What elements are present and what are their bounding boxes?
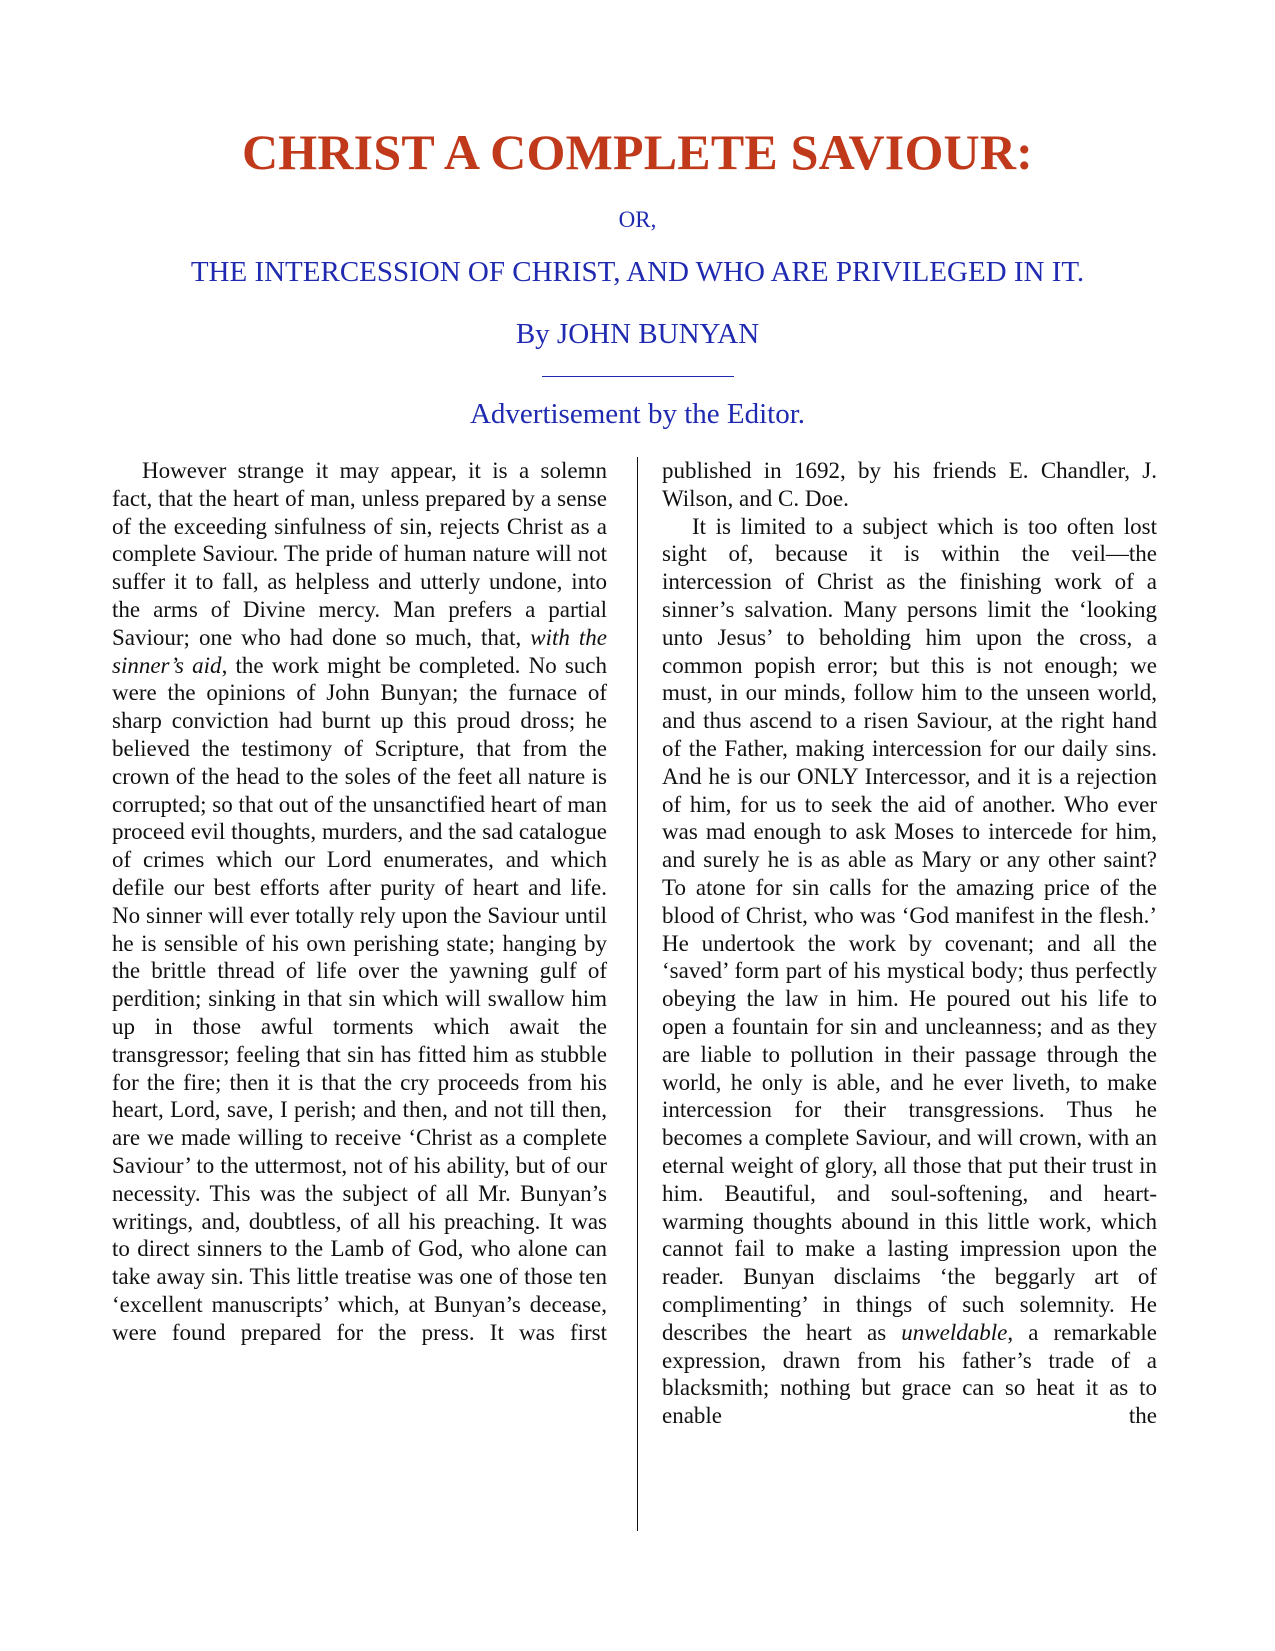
book-title: CHRIST A COMPLETE SAVIOUR: (241, 124, 1034, 180)
book-subtitle: THE INTERCESSION OF CHRIST, AND WHO ARE PRIVILEGED IN IT. (190, 256, 1085, 288)
emphasized-text: unweldable (901, 1319, 1008, 1345)
body-paragraph-continued: published in 1692, by his friends E. Chandler, J. Wilson, and C. Doe. (662, 458, 1157, 511)
title-or-connector: OR, (618, 207, 657, 232)
section-heading: Advertisement by the Editor. (469, 398, 806, 430)
title-divider-rule (542, 376, 734, 377)
right-text-column (662, 457, 1157, 1430)
emphasized-text: with the sinner’s aid (112, 624, 607, 678)
paragraph-text: , the work might be completed. No such were the opinions of John Bunyan; the furnace of sharp conviction had burnt up this proud dross; he believed the testimony of Scripture, that from the crown of the head to the soles of the feet all nature is corrupted; so that out of the unsanctified heart of man proceed evil thoughts, murders, and the sad catalogue of crimes which our Lord enumerates, and which defile our best efforts after purity of heart and life. No sinner will ever totally rely upon the Saviour until he is sensible of his own perishing state; hanging by the brittle thread of life over the yawning gulf of perdition; sinking in that sin which will swallow him up in those awful torments which await the transgressor; feeling that sin has fitted him as stubble for the fire; then it is that the cry proceeds from his heart, Lord, save, I perish; and then, and not till then, are we made willing to receive ‘Christ as a complete Saviour’ to the uttermost, not of his ability, but of our necessity. This was the subject of all Mr. Bunyan’s writings, and, doubtless, of all his preaching. It was to direct sinners to the Lamb of God, who alone can take away sin. This little treatise was one of those ten ‘excellent manuscripts’ which, at Bunyan’s decease, were found prepared for the press. It was first (112, 652, 608, 1345)
author-byline: By JOHN BUNYAN (515, 318, 760, 350)
body-paragraph (662, 513, 1157, 1430)
paragraph-text: It is limited to a subject which is too often lost sight of, because it is within the veil—the intercession of Christ as the finishing work of a sinner’s salvation. Many persons limit the ‘looking unto Jesus’ to beholding him upon the cross, a common popish error; but this is not enough; we must, in our minds, follow him to the unseen world, and thus ascend to a risen Saviour, at the right hand of the Father, making intercession for our daily sins. And he is our ONLY Intercessor, and it is a rejection of him, for us to seek the aid of another. Who ever was mad enough to ask Moses to intercede for him, and surely he is as able as Mary or any other saint? To atone for sin calls for the amazing price of the blood of Christ, who was ‘God manifest in the flesh.’ He undertook the work by covenant; and all the ‘saved’ form part of his mystical body; thus perfectly obeying the law in him. He poured out his life to open a fountain for sin and uncleanness; and as they are liable to pollution in their passage through the world, he only is able, and he ever liveth, to make intercession for their transgressions. Thus he becomes a complete Saviour, and will crown, with an eternal weight of glory, all those that put their trust in him. Beautiful, and soul-softening, and heart- warming thoughts abound in this little work, which cannot fail to make a lasting impression upon the reader. Bunyan disclaims ‘the beggarly art of complimenting’ in things of such solemnity. He describes the heart as (662, 513, 1157, 1345)
paragraph-text: However strange it may appear, it is a solemn fact, that the heart of man, unless prepared by a sense of the exceeding sinfulness of sin, rejects Christ as a complete Saviour. The pride of human nature will not suffer it to fall, as helpless and utterly undone, into the arms of Divine mercy. Man prefers a partial Saviour; one who had done so much, that, (112, 458, 607, 650)
left-text-column (112, 457, 607, 1347)
body-paragraph (112, 457, 607, 1347)
paragraph-text: , a remarkable expression, drawn from his father’s trade of a blacksmith; nothing but grace can so heat it as to enable the (662, 1319, 1157, 1429)
column-divider (637, 457, 638, 1531)
